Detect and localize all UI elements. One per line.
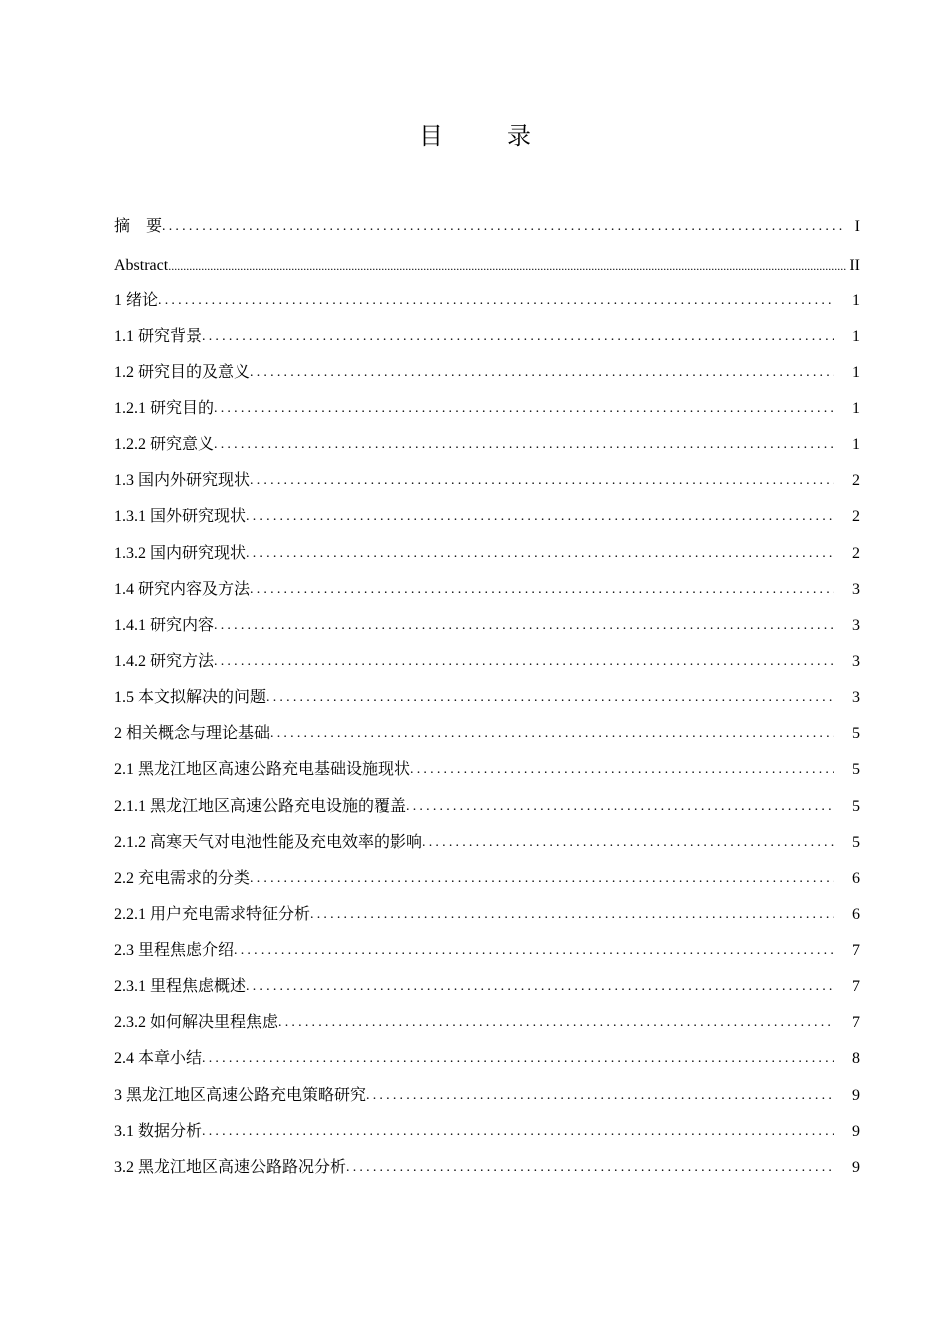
dot-leader <box>202 1122 834 1142</box>
toc-entry-label: 1.2.1 研究目的 <box>114 400 215 417</box>
toc-entry-label: 1.2 研究目的及意义 <box>114 364 251 381</box>
toc-entry-page: II <box>849 257 860 274</box>
toc-entry-page: 1 <box>852 292 860 309</box>
toc-entry-page: 1 <box>852 328 860 345</box>
dot-leader <box>406 797 834 817</box>
toc-entry-page: 2 <box>852 545 860 562</box>
toc-entry-label: 3 黑龙江地区高速公路充电策略研究 <box>114 1087 367 1104</box>
toc-entry-page: 1 <box>852 364 860 381</box>
dot-leader <box>246 507 834 527</box>
toc-entry-label: 2.2 充电需求的分类 <box>114 870 251 887</box>
toc-entry-label: 2.1.2 高寒天气对电池性能及充电效率的影响 <box>114 834 423 851</box>
dot-leader <box>214 652 834 672</box>
toc-entry[interactable] <box>114 466 860 492</box>
toc-entry-page: 5 <box>852 725 860 742</box>
dot-leader <box>310 905 834 925</box>
toc-entry[interactable] <box>114 358 860 384</box>
toc-entry-label: 1.4.2 研究方法 <box>114 653 215 670</box>
toc-entry[interactable] <box>114 719 860 745</box>
toc-entry[interactable] <box>114 575 860 601</box>
dot-leader <box>202 327 834 347</box>
toc-entry[interactable] <box>114 936 860 962</box>
toc-entry-label: 1.3.2 国内研究现状 <box>114 545 247 562</box>
toc-entry[interactable] <box>114 394 860 420</box>
toc-entry-page: 3 <box>852 617 860 634</box>
toc-entry[interactable] <box>114 611 860 637</box>
dot-leader <box>266 688 834 708</box>
dot-leader <box>246 544 834 564</box>
toc-entry[interactable] <box>114 900 860 926</box>
dot-leader <box>410 760 834 780</box>
toc-entry-label: 2.3 里程焦虑介绍 <box>114 942 235 959</box>
toc-entry-page: 7 <box>852 1014 860 1031</box>
dot-leader <box>250 471 834 491</box>
toc-entry-label: 1.3 国内外研究现状 <box>114 472 251 489</box>
toc-entry-label: 摘 要 <box>114 218 163 235</box>
dot-leader <box>366 1086 834 1106</box>
dot-leader <box>250 869 834 889</box>
toc-entry-page: 7 <box>852 978 860 995</box>
dot-leader <box>246 977 834 997</box>
toc-entry-page: I <box>854 218 860 235</box>
toc-entry-label: 2 相关概念与理论基础 <box>114 725 271 742</box>
dot-leader <box>214 435 834 455</box>
dot-leader <box>250 580 834 600</box>
toc-entry-page: 2 <box>852 508 860 525</box>
dot-leader <box>278 1013 834 1033</box>
toc-entry-abstract-en[interactable] <box>114 251 860 277</box>
toc-entry-label: 2.2.1 用户充电需求特征分析 <box>114 906 311 923</box>
toc-entry-page: 2 <box>852 472 860 489</box>
toc-entry-label: 1.1 研究背景 <box>114 328 203 345</box>
dot-leader <box>214 399 834 419</box>
toc-entry[interactable] <box>114 647 860 673</box>
toc-entry[interactable] <box>114 1008 860 1034</box>
table-of-contents <box>114 0 860 1344</box>
toc-entry[interactable] <box>114 1153 860 1179</box>
toc-entry-page: 5 <box>852 798 860 815</box>
toc-entry[interactable] <box>114 430 860 456</box>
toc-entry[interactable] <box>114 502 860 528</box>
dot-leader <box>422 833 834 853</box>
dot-leader <box>270 724 834 744</box>
toc-entry[interactable] <box>114 792 860 818</box>
toc-entry[interactable] <box>114 828 860 854</box>
toc-entry-label: 2.3.1 里程焦虑概述 <box>114 978 247 995</box>
toc-entry[interactable] <box>114 755 860 781</box>
toc-entry[interactable] <box>114 683 860 709</box>
toc-entry-label: 2.1 黑龙江地区高速公路充电基础设施现状 <box>114 761 411 778</box>
toc-entry-label: 2.3.2 如何解决里程焦虑 <box>114 1014 279 1031</box>
toc-entry[interactable] <box>114 1117 860 1143</box>
toc-entry[interactable] <box>114 864 860 890</box>
toc-entry-page: 9 <box>852 1123 860 1140</box>
dot-leader <box>346 1158 834 1178</box>
toc-entry-page: 5 <box>852 761 860 778</box>
toc-entry[interactable] <box>114 539 860 565</box>
dot-leader <box>158 291 834 311</box>
toc-entry-page: 6 <box>852 870 860 887</box>
toc-entry-label: Abstract <box>114 257 169 274</box>
toc-entry-label: 1.4 研究内容及方法 <box>114 581 251 598</box>
toc-entry-label: 1.4.1 研究内容 <box>114 617 215 634</box>
toc-entry-label: 1 绪论 <box>114 292 159 309</box>
toc-entry-page: 3 <box>852 581 860 598</box>
toc-entry-label: 3.2 黑龙江地区高速公路路况分析 <box>114 1159 347 1176</box>
dot-leader <box>202 1049 834 1069</box>
dot-leader <box>168 256 846 276</box>
dot-leader <box>250 363 834 383</box>
toc-entry-page: 8 <box>852 1050 860 1067</box>
toc-entry-page: 3 <box>852 653 860 670</box>
toc-entry-label: 1.5 本文拟解决的问题 <box>114 689 267 706</box>
dot-leader <box>234 941 834 961</box>
toc-entry[interactable] <box>114 1081 860 1107</box>
toc-entry-label: 2.4 本章小结 <box>114 1050 203 1067</box>
toc-entry-page: 7 <box>852 942 860 959</box>
toc-entry-page: 9 <box>852 1159 860 1176</box>
dot-leader <box>162 217 846 237</box>
toc-title: 目 录 <box>419 124 551 150</box>
toc-entry[interactable] <box>114 1044 860 1070</box>
toc-entry-page: 5 <box>852 834 860 851</box>
toc-entry[interactable] <box>114 972 860 998</box>
dot-leader <box>214 616 834 636</box>
toc-entry-page: 6 <box>852 906 860 923</box>
toc-entry[interactable] <box>114 322 860 348</box>
toc-entry-label: 1.2.2 研究意义 <box>114 436 215 453</box>
toc-entry-abstract-cn[interactable] <box>114 212 860 238</box>
toc-entry-page: 1 <box>852 436 860 453</box>
toc-entry-label: 1.3.1 国外研究现状 <box>114 508 247 525</box>
toc-entry-label: 2.1.1 黑龙江地区高速公路充电设施的覆盖 <box>114 798 407 815</box>
toc-entry-page: 3 <box>852 689 860 706</box>
toc-entry-label: 3.1 数据分析 <box>114 1123 203 1140</box>
toc-entry[interactable] <box>114 286 860 312</box>
toc-entry-page: 1 <box>852 400 860 417</box>
toc-entry-page: 9 <box>852 1087 860 1104</box>
